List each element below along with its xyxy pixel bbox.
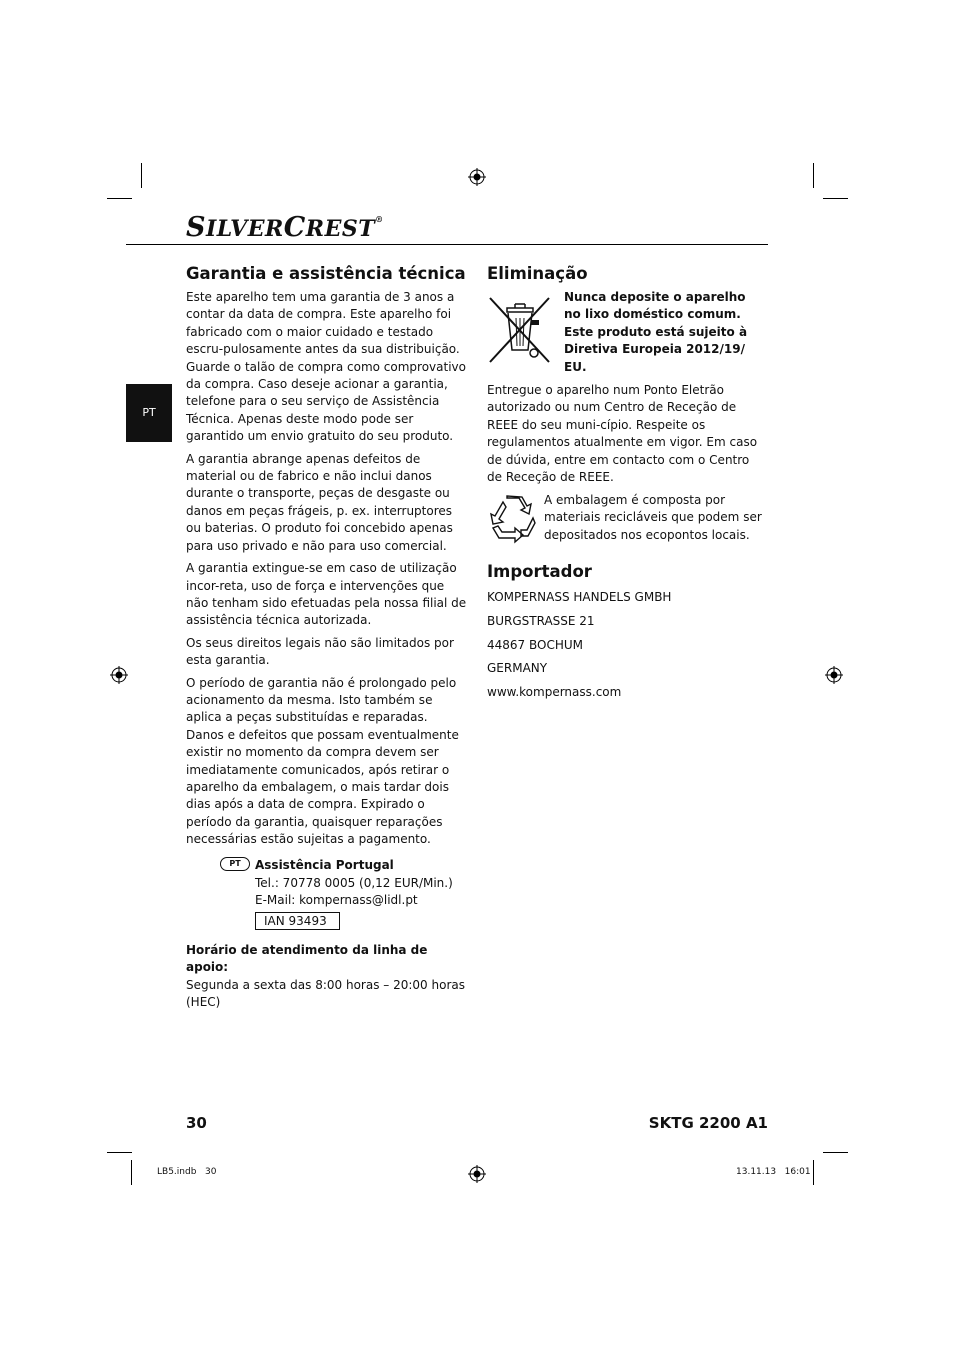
registration-mark-icon xyxy=(468,1165,486,1183)
pt-badge: PT xyxy=(220,857,250,871)
recycling-icon xyxy=(487,492,539,544)
crop-mark xyxy=(141,163,142,188)
print-slug-file: LB5.indb 30 xyxy=(157,1167,217,1177)
model-number: SKTG 2200 A1 xyxy=(648,1114,768,1132)
registration-mark-icon xyxy=(468,168,486,186)
importer-company: KOMPERNASS HANDELS GMBH xyxy=(487,590,672,604)
importer-heading: Importador xyxy=(487,562,592,581)
warranty-paragraph: Este aparelho tem uma garantia de 3 anos a contar da data de compra. Este aparelho foi fabricado com o maior cuidado e testado escru-pulosamente antes da sua distribuição. Guarde o talão de compra como comprovativo da compra. Caso deseje acionar a garantia, telefone para o seu serviço de Assistência Técnica. Apenas deste modo pode ser garantido um envio gratuito do seu produto. xyxy=(186,290,466,444)
service-contact xyxy=(255,857,453,930)
crop-mark xyxy=(813,163,814,188)
service-email: E-Mail: kompernass@lidl.pt xyxy=(255,893,418,908)
warranty-heading: Garantia e assistência técnica xyxy=(186,264,466,283)
warranty-paragraph: A garantia abrange apenas defeitos de material ou de fabrico e não inclui danos durante o transporte, peças de desgaste ou danos em peças frágeis, p. ex. interruptores ou baterias. O produto foi concebido apenas para uso privado e não para uso comercial. xyxy=(186,451,453,553)
crop-mark xyxy=(813,1160,814,1185)
language-tab: PT xyxy=(126,384,172,442)
warranty-body xyxy=(186,289,467,853)
service-tel: Tel.: 70778 0005 (0,12 EUR/Min.) xyxy=(255,875,453,890)
packaging-text: A embalagem é composta por materiais recicláveis que podem ser depositados nos ecopontos locais. xyxy=(544,493,762,542)
crop-mark xyxy=(131,1160,132,1185)
disposal-paragraph: Entregue o aparelho num Ponto Eletrão autorizado ou num Centro de Receção de REEE do seu muni-cípio. Respeite os regulamentos atualmente em vigor. Em caso de dúvida, entre em contacto com o Centro de Receção de REEE. xyxy=(487,383,758,485)
page-number: 30 xyxy=(186,1114,207,1132)
print-slug-date: 13.11.13 16:01 xyxy=(736,1167,811,1177)
crop-mark xyxy=(823,1152,848,1153)
warranty-paragraph: Os seus direitos legais não são limitados por esta garantia. xyxy=(186,635,454,668)
silvercrest-logo: SILVERCREST® xyxy=(186,212,384,243)
header-rule xyxy=(126,244,768,245)
importer-country: GERMANY xyxy=(487,661,548,675)
crop-mark xyxy=(823,198,848,199)
warranty-paragraph: A garantia extingue-se em caso de utilização incor-reta, uso de força e intervenções que não tenham sido efetuadas pela nossa filial de assistência técnica autorizada. xyxy=(186,561,467,628)
importer-city: 44867 BOCHUM xyxy=(487,638,583,652)
crop-mark xyxy=(107,1152,132,1153)
hotline-hours xyxy=(186,942,467,1012)
disposal-heading: Eliminação xyxy=(487,264,588,283)
disposal-warning: Nunca deposite o aparelho no lixo doméstico comum. Este produto está sujeito à Diretiva Europeia 2012/19/ EU. xyxy=(564,290,748,374)
crossed-bin-icon xyxy=(487,294,553,366)
hours-text: Segunda a sexta das 8:00 horas – 20:00 horas (HEC) xyxy=(186,977,465,1010)
ian-box: IAN 93493 xyxy=(255,912,340,930)
importer-street: BURGSTRASSE 21 xyxy=(487,614,595,628)
importer-website: www.kompernass.com xyxy=(487,685,622,699)
registration-mark-icon xyxy=(110,666,128,684)
warranty-paragraph: O período de garantia não é prolongado pelo acionamento da mesma. Isto também se aplica a peças substituídas e reparadas. Danos e defeitos que possam eventualmente existir no momento da compra devem ser imediatamente comunicados, após retirar o aparelho da embalagem, o mais tardar dois dias após a data de compra. Expirado o período da garantia, quaisquer reparações necessárias estão sujeitas a pagamento. xyxy=(186,675,459,847)
hours-title: Horário de atendimento da linha de apoio: xyxy=(186,943,428,975)
registration-mark-icon xyxy=(825,666,843,684)
service-title: Assistência Portugal xyxy=(255,858,394,872)
crop-mark xyxy=(107,198,132,199)
